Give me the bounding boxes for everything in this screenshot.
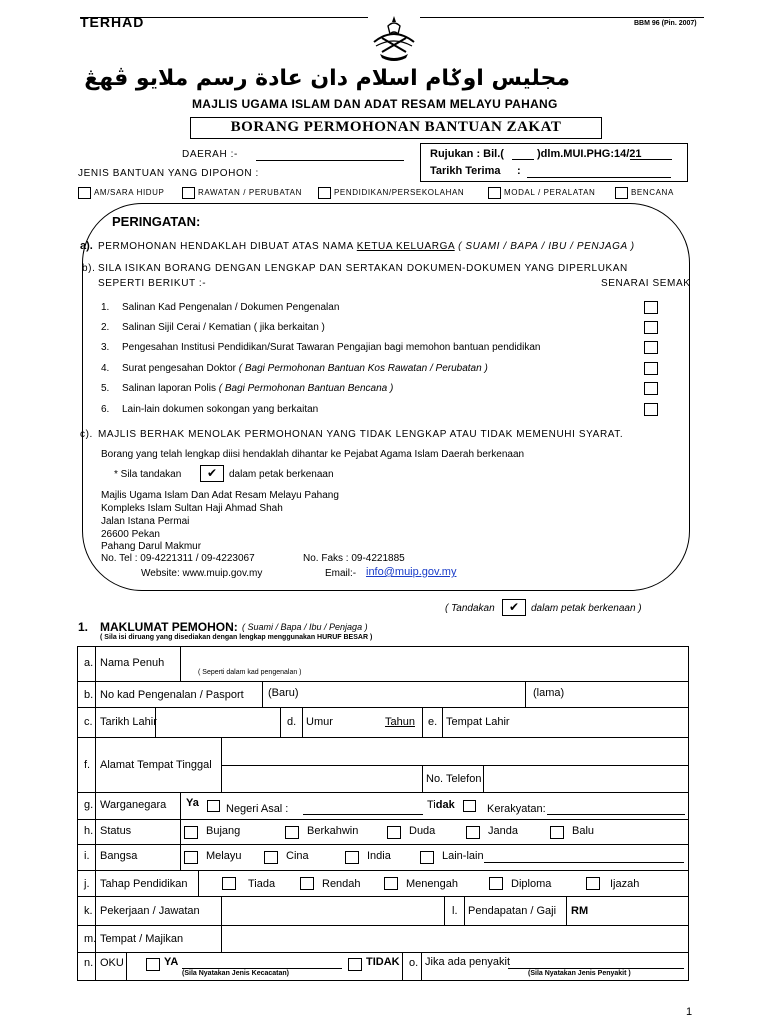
item-a-main: PERMOHONAN HENDAKLAH DIBUAT ATAS NAMA bbox=[98, 241, 354, 252]
arabic-banner: مجليس اوݢام اسلام دان عادة رسم ملايو ڤهڠ bbox=[84, 66, 570, 91]
pendidikan-rendah-checkbox[interactable] bbox=[300, 877, 314, 890]
umur-input[interactable] bbox=[335, 708, 381, 737]
pendidikan-ijazah-checkbox[interactable] bbox=[586, 877, 600, 890]
doc-6-number: 6. bbox=[101, 404, 110, 415]
ic-lama-label: (lama) bbox=[533, 687, 565, 699]
row-d-letter: d. bbox=[287, 716, 297, 728]
tarikh-terima-label: Tarikh Terima bbox=[430, 165, 501, 177]
checklist-label: SENARAI SEMAK bbox=[601, 278, 691, 289]
form-title: BORANG PERMOHONAN BANTUAN ZAKAT bbox=[230, 119, 562, 135]
oku-ya-label: YA bbox=[164, 956, 179, 968]
status-berkahwin-label: Berkahwin bbox=[307, 825, 359, 837]
address-line-4: 26600 Pekan bbox=[101, 529, 160, 540]
bangsa-lain-checkbox[interactable] bbox=[420, 851, 434, 864]
aid-rawatan-checkbox[interactable] bbox=[182, 187, 195, 199]
row-i-letter: i. bbox=[84, 850, 90, 862]
aid-am-label: AM/SARA HIDUP bbox=[94, 188, 165, 197]
doc-2-number: 2. bbox=[101, 322, 110, 333]
submit-instruction: Borang yang telah lengkap diisi hendaklah dihantar ke Pejabat Agama Islam Daerah berkenaan bbox=[101, 449, 525, 460]
status-bujang-checkbox[interactable] bbox=[184, 826, 198, 839]
nama-penuh-hint: ( Seperti dalam kad pengenalan ) bbox=[198, 669, 302, 676]
umur-label: Umur bbox=[306, 716, 333, 728]
doc-5-main: Salinan laporan Polis bbox=[122, 383, 219, 394]
status-balu-label: Balu bbox=[572, 825, 595, 837]
doc-1-checkbox[interactable] bbox=[644, 301, 658, 314]
item-b-text2: SEPERTI BERIKUT :- bbox=[98, 278, 207, 289]
rm-label: RM bbox=[571, 905, 589, 917]
doc-1-text: Salinan Kad Pengenalan / Dokumen Pengenalan bbox=[122, 302, 340, 313]
fax-info: No. Faks : 09-4221885 bbox=[303, 553, 405, 564]
bangsa-lain-field[interactable] bbox=[484, 862, 684, 863]
warganegara-ya-checkbox[interactable] bbox=[207, 800, 220, 812]
tick-hint-prefix: ( Tandakan bbox=[445, 603, 495, 614]
row-f-letter: f. bbox=[84, 759, 91, 771]
pendidikan-diploma-label: Diploma bbox=[511, 878, 552, 890]
bangsa-melayu-checkbox[interactable] bbox=[184, 851, 198, 864]
tempat-lahir-label: Tempat Lahir bbox=[446, 716, 510, 728]
telefon-input[interactable] bbox=[484, 766, 688, 792]
row-m-letter: m. bbox=[84, 933, 97, 945]
doc-2-text: Salinan Sijil Cerai / Kematian ( jika berkaitan ) bbox=[122, 322, 325, 333]
ic-baru-label: (Baru) bbox=[268, 687, 299, 699]
doc-4-number: 4. bbox=[101, 363, 110, 374]
doc-5-italic: ( Bagi Permohonan Bantuan Bencana ) bbox=[218, 383, 394, 394]
form-code: BBM 96 (Pin. 2007) bbox=[634, 20, 697, 27]
item-a-paren: ( SUAMI / BAPA / IBU / PENJAGA ) bbox=[458, 241, 635, 252]
warganegara-label: Warganegara bbox=[100, 799, 167, 811]
website-info: Website: www.muip.gov.my bbox=[141, 568, 263, 579]
peringatan-title: PERINGATAN: bbox=[112, 214, 201, 229]
pendidikan-label: Tahap Pendidikan bbox=[100, 878, 188, 890]
penyakit-field[interactable] bbox=[508, 968, 684, 969]
status-bujang-label: Bujang bbox=[206, 825, 241, 837]
doc-2-checkbox[interactable] bbox=[644, 321, 658, 334]
warganegara-ya-label: Ya bbox=[186, 797, 199, 809]
bangsa-india-checkbox[interactable] bbox=[345, 851, 359, 864]
oku-tidak-label: TIDAK bbox=[366, 956, 400, 968]
letter-column-divider bbox=[95, 646, 96, 981]
oku-tidak-checkbox[interactable] bbox=[348, 958, 362, 971]
ic-label: No kad Pengenalan / Pasport bbox=[100, 689, 244, 701]
kerakyatan-label: Kerakyatan: bbox=[487, 803, 546, 815]
oku-ya-checkbox[interactable] bbox=[146, 958, 160, 971]
item-a-marker: a). bbox=[80, 240, 93, 252]
council-name: MAJLIS UGAMA ISLAM DAN ADAT RESAM MELAYU PAHANG bbox=[192, 97, 558, 111]
tarikh-terima-colon: : bbox=[517, 165, 521, 177]
aid-bencana-checkbox[interactable] bbox=[615, 187, 628, 199]
tahun-label: Tahun bbox=[385, 716, 415, 728]
row-h-letter: h. bbox=[84, 825, 94, 837]
doc-3-checkbox[interactable] bbox=[644, 341, 658, 354]
tick-suffix: dalam petak berkenaan bbox=[229, 469, 334, 480]
header-rule-left bbox=[80, 17, 368, 18]
pendapatan-label: Pendapatan / Gaji bbox=[468, 905, 557, 917]
item-b-marker: b). bbox=[82, 263, 96, 274]
doc-4-main: Surat pengesahan Doktor bbox=[122, 363, 239, 374]
section1-title: MAKLUMAT PEMOHON: bbox=[100, 620, 238, 634]
page-number: 1 bbox=[686, 1006, 693, 1018]
tick-hint-suffix: dalam petak berkenaan ) bbox=[531, 603, 642, 614]
status-label: Status bbox=[100, 825, 132, 837]
item-a-text bbox=[98, 241, 635, 252]
status-janda-label: Janda bbox=[488, 825, 518, 837]
row-o-letter: o. bbox=[409, 957, 419, 969]
bangsa-cina-checkbox[interactable] bbox=[264, 851, 278, 864]
bangsa-cina-label: Cina bbox=[286, 850, 309, 862]
bangsa-label: Bangsa bbox=[100, 850, 138, 862]
address-line-5: Pahang Darul Makmur bbox=[101, 541, 202, 552]
pendidikan-rendah-label: Rendah bbox=[322, 878, 361, 890]
row-n-letter: n. bbox=[84, 957, 94, 969]
pendidikan-tiada-checkbox[interactable] bbox=[222, 877, 236, 890]
pendidikan-tiada-label: Tiada bbox=[248, 878, 276, 890]
pekerjaan-label: Pekerjaan / Jawatan bbox=[100, 905, 200, 917]
doc-4-text bbox=[122, 363, 488, 374]
negeri-asal-field[interactable] bbox=[303, 814, 423, 815]
doc-6-checkbox[interactable] bbox=[644, 403, 658, 416]
item-c-text: MAJLIS BERHAK MENOLAK PERMOHONAN YANG TIDAK LENGKAP ATAU TIDAK MEMENUHI SYARAT. bbox=[98, 429, 624, 440]
address-line-1: Majlis Ugama Islam Dan Adat Resam Melayu Pahang bbox=[101, 490, 339, 501]
tarikh-lahir-label: Tarikh Lahir bbox=[100, 716, 157, 728]
daerah-label: DAERAH :- bbox=[182, 149, 238, 160]
majikan-label: Tempat / Majikan bbox=[100, 933, 184, 945]
alamat-label: Alamat Tempat Tinggal bbox=[100, 759, 212, 771]
aid-pendidikan-label: PENDIDIKAN/PERSEKOLAHAN bbox=[334, 188, 465, 197]
aid-pendidikan-checkbox[interactable] bbox=[318, 187, 331, 199]
tick-hint-box: ✔ bbox=[502, 599, 526, 616]
tempat-lahir-input[interactable] bbox=[510, 708, 688, 737]
kerakyatan-field[interactable] bbox=[547, 814, 685, 815]
aid-modal-checkbox[interactable] bbox=[488, 187, 501, 199]
status-balu-checkbox[interactable] bbox=[550, 826, 564, 839]
penyakit-label: Jika ada penyakit bbox=[425, 956, 510, 968]
oku-label: OKU bbox=[100, 957, 124, 969]
doc-6-text: Lain-lain dokumen sokongan yang berkaitan bbox=[122, 404, 319, 415]
rujukan-number-field[interactable] bbox=[630, 159, 672, 160]
bangsa-india-label: India bbox=[367, 850, 391, 862]
ic-lama-input[interactable] bbox=[570, 682, 688, 706]
tick-example-box: ✔ bbox=[200, 465, 224, 482]
classification-label: TERHAD bbox=[80, 14, 145, 30]
pendidikan-diploma-checkbox[interactable] bbox=[489, 877, 503, 890]
nama-penuh-label: Nama Penuh bbox=[100, 657, 165, 669]
section1-instruction: ( Sila isi diruang yang disediakan dengan lengkap menggunakan HURUF BESAR ) bbox=[100, 634, 373, 641]
status-duda-checkbox[interactable] bbox=[387, 826, 401, 839]
jenis-bantuan-label: JENIS BANTUAN YANG DIPOHON : bbox=[78, 168, 259, 179]
kecacatan-hint: (Sila Nyatakan Jenis Kecacatan) bbox=[182, 970, 289, 977]
negeri-asal-label: Negeri Asal : bbox=[226, 803, 289, 815]
row-e-letter: e. bbox=[428, 716, 438, 728]
rujukan-suffix: )dlm.MUI.PHG:14/21 bbox=[537, 148, 642, 160]
aid-modal-label: MODAL / PERALATAN bbox=[504, 188, 596, 197]
doc-5-checkbox[interactable] bbox=[644, 382, 658, 395]
penyakit-hint: (Sila Nyatakan Jenis Penyakit ) bbox=[528, 970, 631, 977]
pendapatan-input[interactable] bbox=[590, 897, 688, 925]
rujukan-bil-field[interactable] bbox=[512, 159, 534, 160]
status-berkahwin-checkbox[interactable] bbox=[285, 826, 299, 839]
majikan-input[interactable] bbox=[222, 926, 688, 952]
form-title-box bbox=[190, 117, 602, 139]
pekerjaan-input[interactable] bbox=[222, 897, 444, 925]
warganegara-tidak-checkbox[interactable] bbox=[463, 800, 476, 812]
row-a-letter: a. bbox=[84, 657, 94, 669]
doc-3-number: 3. bbox=[101, 342, 110, 353]
alamat-input[interactable] bbox=[222, 738, 688, 765]
bangsa-lain-label: Lain-lain bbox=[442, 850, 484, 862]
crest-emblem-icon bbox=[366, 12, 422, 62]
doc-4-checkbox[interactable] bbox=[644, 362, 658, 375]
nama-penuh-input[interactable] bbox=[181, 647, 688, 681]
tidak-prefix: Ti bbox=[427, 799, 436, 811]
address-line-2: Kompleks Islam Sultan Haji Ahmad Shah bbox=[101, 503, 283, 514]
pendidikan-menengah-label: Menengah bbox=[406, 878, 458, 890]
bangsa-melayu-label: Melayu bbox=[206, 850, 242, 862]
section1-title-paren: ( Suami / Bapa / Ibu / Penjaga ) bbox=[242, 622, 368, 632]
tick-prefix: * Sila tandakan bbox=[114, 469, 182, 480]
item-c-marker: c). bbox=[80, 429, 93, 440]
doc-5-number: 5. bbox=[101, 383, 110, 394]
pendidikan-ijazah-label: Ijazah bbox=[610, 878, 640, 890]
header-rule-right bbox=[420, 17, 704, 18]
ic-baru-input[interactable] bbox=[300, 682, 525, 706]
row-b-letter: b. bbox=[84, 689, 94, 701]
telefon-label: No. Telefon bbox=[426, 773, 482, 785]
item-a-underline: KETUA KELUARGA bbox=[356, 241, 455, 252]
daerah-field[interactable] bbox=[256, 160, 404, 161]
row-k-letter: k. bbox=[84, 905, 93, 917]
row-c-letter: c. bbox=[84, 716, 93, 728]
tarikh-lahir-input[interactable] bbox=[156, 708, 280, 737]
tidak-suffix: dak bbox=[435, 799, 455, 811]
doc-1-number: 1. bbox=[101, 302, 110, 313]
doc-4-italic: ( Bagi Permohonan Bantuan Kos Rawatan / Perubatan ) bbox=[238, 363, 488, 374]
email-link[interactable]: info@muip.gov.my bbox=[366, 566, 457, 578]
peringatan-box bbox=[82, 203, 690, 591]
item-b-text: SILA ISIKAN BORANG DENGAN LENGKAP DAN SERTAKAN DOKUMEN-DOKUMEN YANG DIPERLUKAN bbox=[98, 263, 628, 274]
status-janda-checkbox[interactable] bbox=[466, 826, 480, 839]
section1-number: 1. bbox=[78, 620, 89, 634]
aid-bencana-label: BENCANA bbox=[631, 188, 674, 197]
warganegara-tidak-label bbox=[427, 799, 455, 811]
kecacatan-field[interactable] bbox=[182, 968, 342, 969]
pendidikan-menengah-checkbox[interactable] bbox=[384, 877, 398, 890]
status-duda-label: Duda bbox=[409, 825, 436, 837]
row-g-letter: g. bbox=[84, 799, 94, 811]
row-l-letter: l. bbox=[452, 905, 458, 917]
doc-3-text: Pengesahan Institusi Pendidikan/Surat Tawaran Pengajian bagi memohon bantuan pendidikan bbox=[122, 342, 541, 353]
aid-rawatan-label: RAWATAN / PERUBATAN bbox=[198, 188, 302, 197]
rujukan-label: Rujukan : Bil.( bbox=[430, 148, 504, 160]
row-j-letter: j. bbox=[84, 878, 90, 890]
aid-am-checkbox[interactable] bbox=[78, 187, 91, 199]
email-label: Email:- bbox=[325, 568, 357, 579]
address-line-3: Jalan Istana Permai bbox=[101, 516, 190, 527]
tarikh-terima-field[interactable] bbox=[527, 177, 671, 178]
doc-5-text bbox=[122, 383, 393, 394]
telephone-info: No. Tel : 09-4221311 / 09-4223067 bbox=[101, 553, 255, 564]
